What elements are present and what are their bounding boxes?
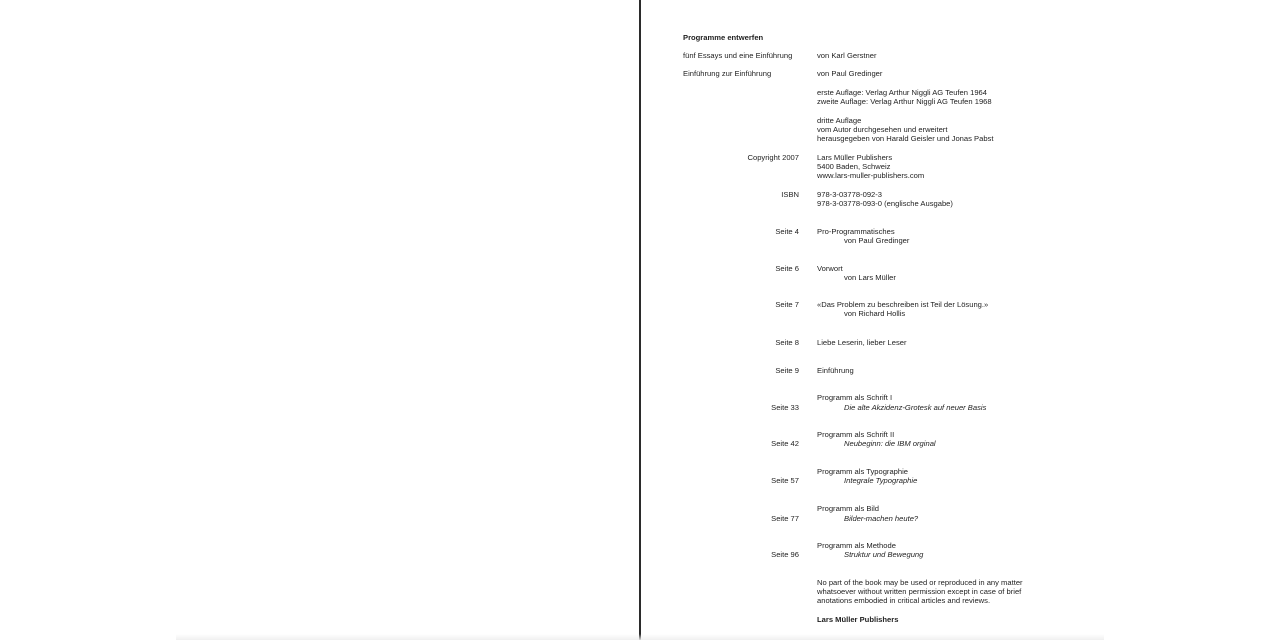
intro-author: von Paul Gredinger xyxy=(817,69,883,78)
publisher-line: Lars Müller Publishers xyxy=(817,153,893,162)
toc-page-number: Seite 77 xyxy=(771,514,799,523)
toc-subtitle: Neubeginn: die IBM orginal xyxy=(844,439,936,448)
isbn-label: ISBN xyxy=(781,190,799,199)
toc-title: Programm als Bild xyxy=(817,504,880,513)
toc-title: «Das Problem zu beschreiben ist Teil der Lösung.» xyxy=(817,300,989,309)
colophon-page xyxy=(641,0,1104,640)
toc-page-number: Seite 7 xyxy=(775,300,799,309)
rights-notice-line: anotations embodied in critical articles and reviews. xyxy=(817,596,991,605)
third-edition-line: dritte Auflage xyxy=(817,116,862,125)
toc-subtitle: von Lars Müller xyxy=(844,273,896,282)
page-bottom-shadow xyxy=(176,634,1104,640)
toc-page-number: Seite 8 xyxy=(775,338,799,347)
isbn-line: 978-3-03778-092-3 xyxy=(817,190,883,199)
toc-title: Programm als Schrift I xyxy=(817,393,893,402)
edition-line: zweite Auflage: Verlag Arthur Niggli AG Teufen 1968 xyxy=(817,97,992,106)
toc-subtitle: von Paul Gredinger xyxy=(844,236,910,245)
toc-title: Vorwort xyxy=(817,264,843,273)
subtitle-label: fünf Essays und eine Einführung xyxy=(683,51,793,60)
third-edition-line: herausgegeben von Harald Geisler und Jonas Pabst xyxy=(817,134,994,143)
copyright-label: Copyright 2007 xyxy=(747,153,799,162)
book-title: Programme entwerfen xyxy=(683,33,764,42)
toc-page-number: Seite 4 xyxy=(775,227,799,236)
toc-subtitle: Bilder-machen heute? xyxy=(844,514,919,523)
toc-page-number: Seite 33 xyxy=(771,403,799,412)
toc-title: Programm als Schrift II xyxy=(817,430,895,439)
toc-page-number: Seite 6 xyxy=(775,264,799,273)
toc-subtitle: von Richard Hollis xyxy=(844,309,906,318)
toc-title: Pro-Programmatisches xyxy=(817,227,895,236)
toc-title: Einführung xyxy=(817,366,854,375)
toc-subtitle: Struktur und Bewegung xyxy=(844,550,924,559)
toc-subtitle: Die alte Akzidenz-Grotesk auf neuer Basis xyxy=(844,403,987,412)
toc-page-number: Seite 57 xyxy=(771,476,799,485)
footer-publisher: Lars Müller Publishers xyxy=(817,615,899,624)
isbn-line: 978-3-03778-093-0 (englische Ausgabe) xyxy=(817,199,953,208)
toc-page-number: Seite 9 xyxy=(775,366,799,375)
toc-page-number: Seite 96 xyxy=(771,550,799,559)
publisher-line: 5400 Baden, Schweiz xyxy=(817,162,891,171)
rights-notice-line: No part of the book may be used or reproduced in any matter xyxy=(817,578,1023,587)
subtitle-author: von Karl Gerstner xyxy=(817,51,877,60)
toc-page-number: Seite 42 xyxy=(771,439,799,448)
rights-notice-line: whatsoever without written permission except in case of brief xyxy=(817,587,1022,596)
toc-title: Programm als Methode xyxy=(817,541,896,550)
publisher-url: www.lars-muller-publishers.com xyxy=(817,171,925,180)
toc-subtitle: Integrale Typographie xyxy=(844,476,918,485)
toc-title: Programm als Typographie xyxy=(817,467,909,476)
left-page-blank xyxy=(176,0,639,640)
toc-title: Liebe Leserin, lieber Leser xyxy=(817,338,907,347)
intro-label: Einführung zur Einführung xyxy=(683,69,772,78)
third-edition-line: vom Autor durchgesehen und erweitert xyxy=(817,125,948,134)
edition-line: erste Auflage: Verlag Arthur Niggli AG Teufen 1964 xyxy=(817,88,987,97)
